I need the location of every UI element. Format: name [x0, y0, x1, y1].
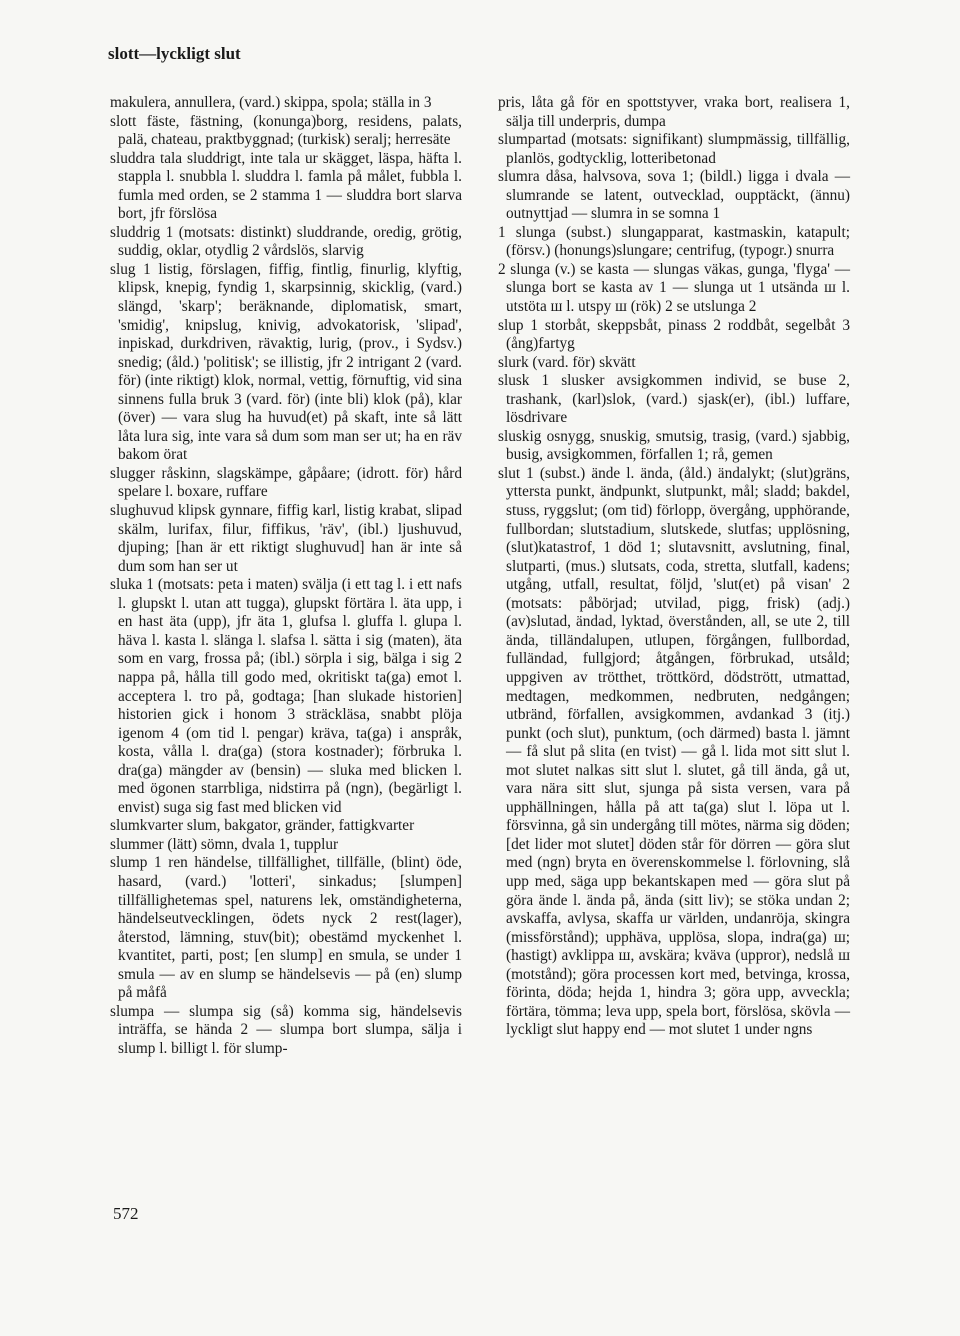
running-head: slott—lyckligt slut	[108, 44, 241, 63]
entry-sluskig: sluskig osnygg, snuskig, smutsig, trasig, (vard.) sjabbig, busig, avsigkommen, förfallen 1; rå, gemen	[498, 427, 850, 464]
entry-slumra: slumra dåsa, halvsova, sova 1; (bildl.) ligga i dvala — slumrande se latent, outvecklad, oupptäckt, (ännu) outnyttjad — slumra in se somna 1	[498, 168, 850, 223]
entry-sluddra: sluddra tala sluddrigt, inte tala ur skägget, läspa, häfta l. stappla l. snubbla l. sluddra l. famla på målet, fubbla l. fumla med orden, se 2 stamma 1 — sluddra bort slarva bort, jfr förslösa	[110, 149, 462, 223]
entry-slusk: slusk 1 slusker avsigkommen individ, se buse 2, trashank, (karl)slok, (vard.) sjask(er), (ibl.) luffare, lösdrivare	[498, 372, 850, 427]
page-number: 572	[113, 1204, 139, 1223]
entry-slott: slott fäste, fästning, (konunga)borg, residens, palats, palä, chateau, praktbyggnad; (turkisk) seralj; herresäte	[110, 112, 462, 149]
left-column	[110, 94, 462, 1058]
entry-slump: slump 1 ren händelse, tillfällighet, tillfälle, (blint) öde, hasard, (vard.) 'lotteri', sinkadus; [slumpen] tillfällighetemas spel, naturens lek, omständigheterna, händelseutvecklingen, ödets nyck 2 rest(lager), återstod, lämning, stuv(bit); obestämd myckenhet l. kvantitet, parti, post; [en slump] en smula, se under 1 smula — av en slump se händelsevis — på (en) slump på måfå	[110, 854, 462, 1002]
entry-sluddrig: sluddrig 1 (motsats: distinkt) sluddrande, oredig, grötig, suddig, oklar, otydlig 2 vårdslös, slarvig	[110, 223, 462, 260]
entry-slug: slug 1 listig, förslagen, fiffig, fintlig, finurlig, klyftig, klipsk, knepig, fyndig 1, skarpsinnig, skicklig, (vard.) slängd, 'skarp'; beräknande, diplomatisk, smart, 'smidig', knipslug, knivig, advokatorisk, 'slipad', inpiskad, durkdriven, rävaktig, lurig, (prov., i Sydsv.) snedig; (åld.) 'politisk'; se illistig, jfr 2 intrigant 2 (vard. för) (inte riktigt) klok, normal, vettig, förnuftig, vid sina sinnens fulla bruk 3 (vard. för) (inte bli) klok (på), klar (över) — vara slug ha huvud(et) på skaft, inte så lätt låta lura sig, inte vara så dum som man ser ut; ha en räv bakom örat	[110, 260, 462, 464]
entry-continuation: pris, låta gå för en spottstyver, vraka bort, realisera 1, sälja till underpris, dumpa	[498, 94, 850, 130]
entry-makulera: makulera, annullera, (vard.) skippa, spola; ställa in 3	[110, 94, 432, 111]
entry-slup: slup 1 storbåt, skeppsbåt, pinass 2 roddbåt, segelbåt 3 (ång)fartyg	[498, 316, 850, 353]
entry-slugger: slugger råskinn, slagskämpe, gåpåare; (idrott. för) hård spelare l. boxare, ruffare	[110, 464, 462, 501]
entry-slut: slut 1 (subst.) ände l. ända, (åld.) ändalykt; (slut)gräns, yttersta punkt, ändpunkt, slutpunkt, mål; sladd; bakdel, stuss, ryggslut; (om tid) förlopp, övergång, upphörande, fullbordan; slutstadium, slutskede, slutfas; upplösning, (slut)katastrof, 1 död 1; slutavsnitt, avslutning, final, slutparti, (mus.) slutsats, coda, stretta, slutfall, kadens; utgång, utfall, resultat, följd, 'slut(et) på visan' 2 (motsats: påbörjad; utvilad, pigg, frisk) (adj.) (av)slutad, ändad, lyktad, överstånden, all, se ute 2, till ända, tilländalupen, utlupen, förgången, fullbordad, fulländad, fullgjord; åtgången, förbrukad, utsåld; uppgiven av trötthet, tröttkörd, dödstrött, utmattad, medtagen, medkommen, nedbruten, nedgången; utbränd, förfallen, avsigkommen, avdankad 3 (itj.) punkt (och slut), punktum, (och därmed) basta l. jämnt — få slut på slita (en tvist) — gå l. lida mot sitt slut l. mot slutet nalkas sitt slut l. slutet, gå till ända, gå ut, vara nära sitt slut, sjunga på sista versen, vara på upphällningen, hålla på att ta(ga) slut l. löpa ut l. försvinna, gå sin undergång till mötes, närma sig döden; [det lider mot slutet] döden står för dörren — göra slut med (ngn) bryta en överenskommelse l. förlovning, slå upp med, säga upp bekantskapen med — göra slut på göra ände l. ända på, ända (sitt liv); se stöka undan 2; avskaffa, avlysa, skaffa ur världen, undanröja, skingra (missförstånd); upphäva, upplösa, slopa, indra(ga) ш; (hastigt) avklippa ш, avskära; kväva (uppror), nedslå ш (motstånd); göra processen kort med, betvinga, krossa, förinta, döda; hejda 1, hindra 3; göra upp, avveckla; förtära, tömma; leva upp, spela bort, förslösa, skövla — lyckligt slut happy end — mot slutet 1 under ngns	[498, 464, 850, 1039]
entry-slummer: slummer (lätt) sömn, dvala 1, tupplur	[110, 835, 339, 853]
entry-slunga-1: 1 slunga (subst.) slungapparat, kastmaskin, katapult; (försv.) (honungs)slungare; centrifug, (typogr.) snurra	[498, 223, 850, 260]
entry-slunga-2: 2 slunga (v.) se kasta — slungas väkas, gunga, 'flyga' — slunga bort se kasta av 1 — slunga ut 1 utsända ш l. utstöta ш l. utspy ш (rök) 2 se utslunga 2	[498, 260, 850, 316]
entry-slughuvud: slughuvud klipsk gynnare, fiffig karl, listig krabat, slipad skälm, lurifax, filur, fiffikus, 'räv', (ibl.) ljushuvud, djuping; [han är ett riktigt slughuvud] han är inte så dum som han ser ut	[110, 502, 462, 575]
entry-sluka: sluka 1 (motsats: peta i maten) svälja (i ett tag l. i ett nafs l. glupskt l. utan att tugga), glupskt förtära l. äta upp, i en hast äta (upp), jfr äta 1, glufsa l. gluffa l. glupa l. häva l. kasta l. slänga l. slafsa l. sätta i sig (maten), äta som en varg, frossa på; (ibl.) sörpla i sig, bälga i sig 2 nappa på, hålla till godo med, okritiskt ta(ga) emot l. acceptera l. tro på, godtaga; [han slukade historien] historien gick i honom 3 sträckläsa, snabbt plöja igenom 4 (om tid l. pengar) kräva, ta(ga) i anspråk, kosta, vålla l. dra(ga) (stora kostnader); förbruka l. dra(ga) mängder av (bensin) — sluka med blicken l. med ögonen starrbliga, nidstirra på (ngn), (begärligt l. envist) suga sig fast med blicken vid	[110, 576, 462, 816]
entry-slumpartad: slumpartad (motsats: signifikant) slumpmässig, tillfällig, planlös, godtycklig, lotteribetonad	[498, 131, 850, 167]
entry-slumpa: slumpa — slumpa sig (så) komma sig, händelsevis inträffa, se hända 2 — slumpa bort slumpa, sälja i slump l. billigt l. för slump-	[110, 1002, 462, 1057]
entry-slumkvarter: slumkvarter slum, bakgator, gränder, fattigkvarter	[110, 817, 415, 835]
entry-slurk: slurk (vard. för) skvätt	[498, 353, 636, 371]
right-column	[498, 94, 850, 1040]
